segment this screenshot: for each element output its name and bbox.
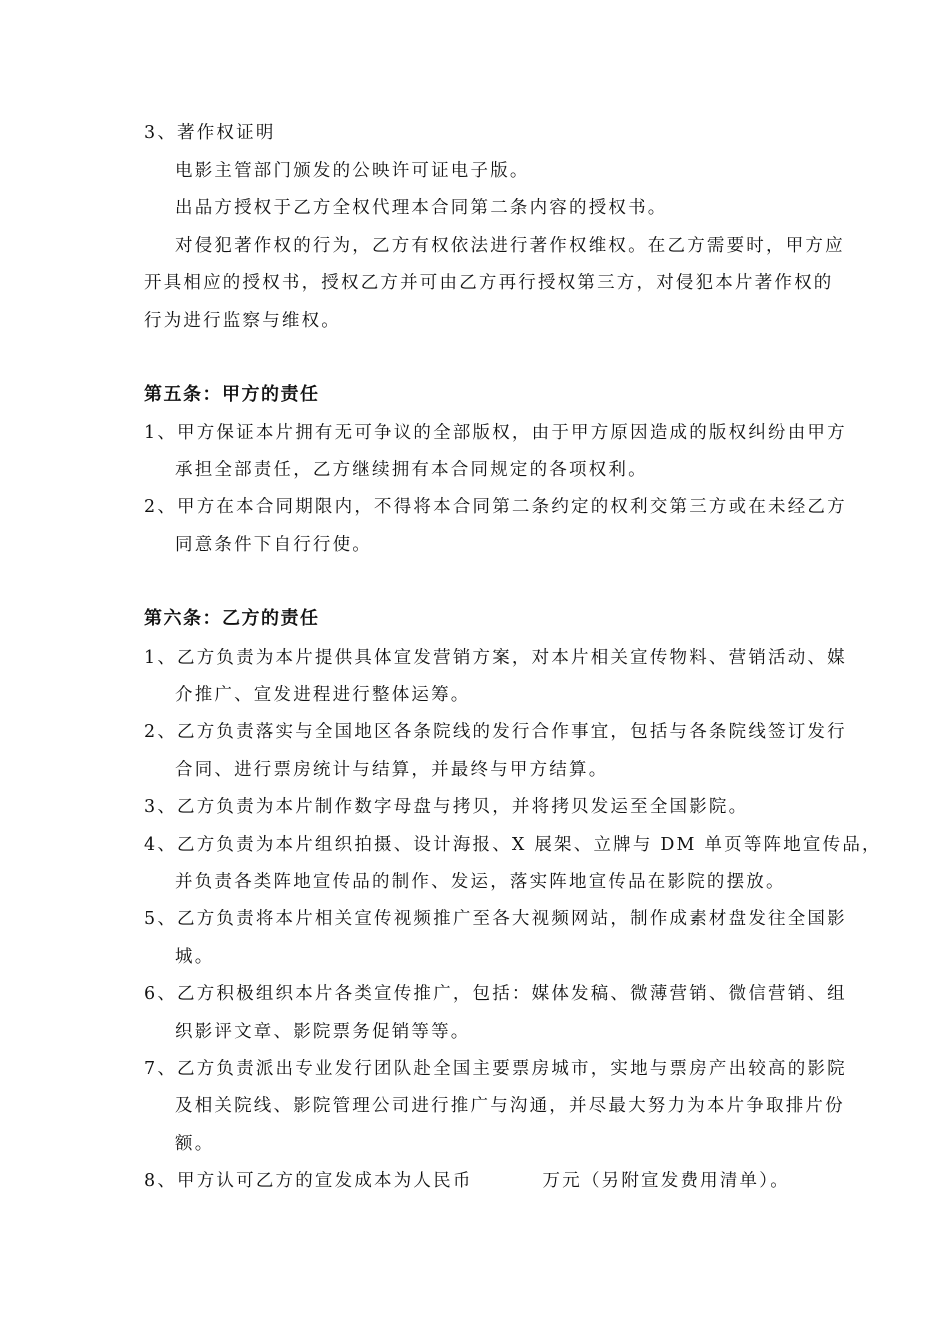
item8-text-b: 万元（另附宣发费用清单）。 [542,1171,790,1191]
article6-item-line: 1、乙方负责为本片提供具体宣发营销方案，对本片相关宣传物料、营销活动、媒 [144,648,847,668]
article6-item-line: 并负责各类阵地宣传品的制作、发运，落实阵地宣传品在影院的摆放。 [175,872,786,892]
article6-item-line: 6、乙方积极组织本片各类宣传推广，包括：媒体发稿、微薄营销、微信营销、组 [144,984,847,1004]
article6-item8 [144,1170,790,1192]
article6-item-line: 2、乙方负责落实与全国地区各条院线的发行合作事宜，包括与各条院线签订发行 [144,722,847,742]
section3-para-line: 行为进行监察与维权。 [144,311,341,331]
article6-item-line: 7、乙方负责派出专业发行团队赴全国主要票房城市，实地与票房产出较高的影院 [144,1059,847,1079]
section3-para-line: 对侵犯著作权的行为，乙方有权依法进行著作权维权。在乙方需要时，甲方应 [175,236,845,256]
section3-line1: 电影主管部门颁发的公映许可证电子版。 [175,161,530,181]
article6-item-line: 4、乙方负责为本片组织拍摄、设计海报、X 展架、立牌与 DM 单页等阵地宣传品， [144,835,882,855]
article5-item-line: 承担全部责任，乙方继续拥有本合同规定的各项权利。 [175,460,648,480]
article6-item-line: 介推广、宣发进程进行整体运筹。 [175,685,471,705]
article5-item-line: 1、甲方保证本片拥有无可争议的全部版权，由于甲方原因造成的版权纠纷由甲方 [144,423,847,443]
section3-item: 3、著作权证明 [144,123,276,143]
article5-item-line: 同意条件下自行行使。 [175,535,372,555]
article6-item-line: 5、乙方负责将本片相关宣传视频推广至各大视频网站，制作成素材盘发往全国影 [144,909,847,929]
article6-title: 第六条：乙方的责任 [144,608,320,629]
article6-item-line: 合同、进行票房统计与结算，并最终与甲方结算。 [175,760,609,780]
article6-item-line: 及相关院线、影院管理公司进行推广与沟通，并尽最大努力为本片争取排片份 [175,1096,845,1116]
section3-para-line: 开具相应的授权书，授权乙方并可由乙方再行授权第三方，对侵犯本片著作权的 [144,273,834,293]
section3-line2: 出品方授权于乙方全权代理本合同第二条内容的授权书。 [175,198,668,218]
article5-title: 第五条：甲方的责任 [144,384,320,405]
article6-item-line: 城。 [175,947,215,967]
item8-text-a: 8、甲方认可乙方的宣发成本为人民币 [144,1171,473,1191]
article6-item-line: 织影评文章、影院票务促销等等。 [175,1022,471,1042]
article5-item-line: 2、甲方在本合同期限内，不得将本合同第二条约定的权利交第三方或在未经乙方 [144,497,847,517]
article6-item-line: 额。 [175,1134,215,1154]
article6-item-line: 3、乙方负责为本片制作数字母盘与拷贝，并将拷贝发运至全国影院。 [144,797,749,817]
